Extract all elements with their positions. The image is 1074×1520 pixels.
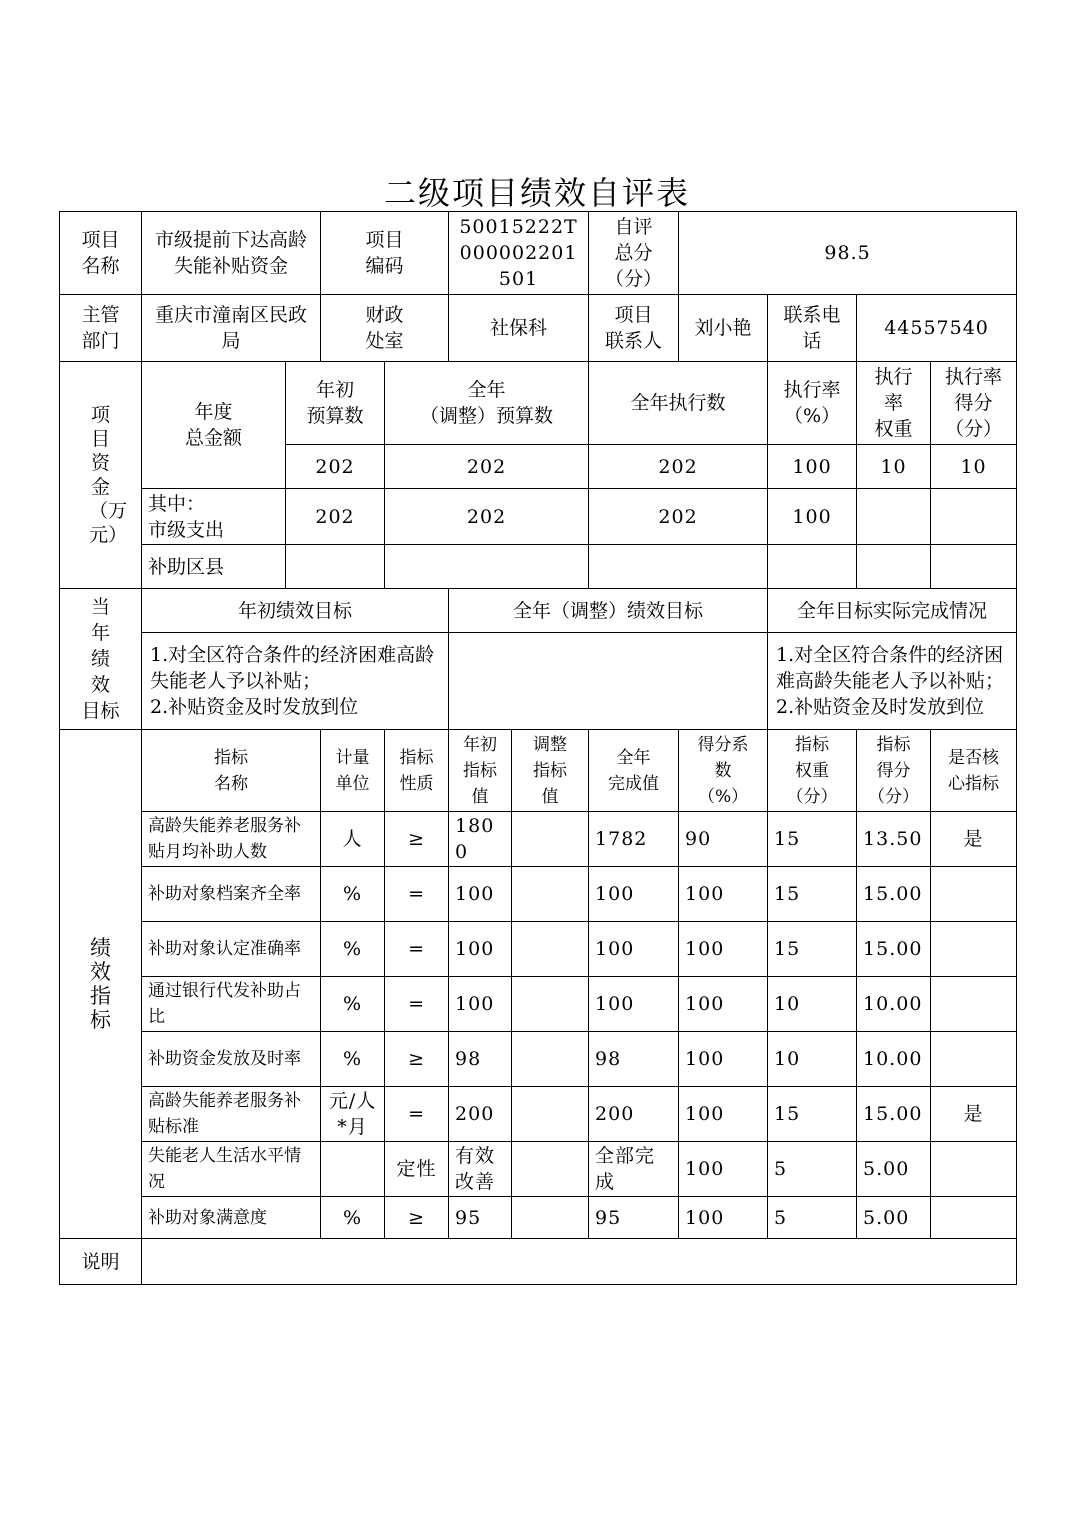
indicator-cell: 100 xyxy=(679,1142,768,1197)
indicator-cell: 1800 xyxy=(449,812,512,867)
indicator-cell xyxy=(931,977,1017,1032)
indicator-header: 是否核 心指标 xyxy=(931,730,1017,812)
project-name-label: 项目 名称 xyxy=(60,212,142,295)
goals-initial-text: 1.对全区符合条件的经济困难高龄失能老人予以补贴； 2.补贴资金及时发放到位 xyxy=(142,633,449,730)
indicator-cell: 1782 xyxy=(589,812,679,867)
funds-cell xyxy=(385,545,589,589)
goals-header-row xyxy=(60,589,1017,633)
indicator-cell: ≥ xyxy=(385,1197,449,1239)
indicator-cell: 100 xyxy=(449,922,512,977)
indicator-cell xyxy=(512,1032,589,1087)
indicator-row xyxy=(60,977,1017,1032)
indicator-cell: 人 xyxy=(321,812,385,867)
indicator-cell: 10.00 xyxy=(857,977,931,1032)
indicator-cell: ≥ xyxy=(385,812,449,867)
indicator-cell: 100 xyxy=(679,922,768,977)
indicator-cell xyxy=(512,922,589,977)
indicator-cell xyxy=(512,812,589,867)
funds-cell: 202 xyxy=(589,489,768,545)
notes-row xyxy=(60,1239,1017,1285)
indicator-cell: 100 xyxy=(449,977,512,1032)
indicator-cell: 15 xyxy=(768,922,857,977)
indicator-name: 补助资金发放及时率 xyxy=(142,1032,321,1087)
indicator-row xyxy=(60,1197,1017,1239)
contact-name: 刘小艳 xyxy=(679,295,768,362)
goals-label-line-3: 目标 xyxy=(81,700,120,722)
funds-cell xyxy=(857,489,931,545)
indicator-cell: 5 xyxy=(768,1142,857,1197)
score-label: 自评 总分 （分） xyxy=(589,212,679,295)
funds-cell: 202 xyxy=(286,445,385,489)
project-code: 50015222T000002201501 xyxy=(449,212,589,295)
indicator-row xyxy=(60,867,1017,922)
indicator-cell: 5.00 xyxy=(857,1142,931,1197)
project-name: 市级提前下达高龄失能补贴资金 xyxy=(142,212,321,295)
funds-section-label: 项目资金（万元） xyxy=(60,362,142,589)
project-code-label: 项目 编码 xyxy=(321,212,449,295)
funds-cell: 202 xyxy=(385,489,589,545)
goals-header-adjusted: 全年（调整）绩效目标 xyxy=(449,589,768,633)
indicator-cell: % xyxy=(321,867,385,922)
funds-header-score: 执行率 得分 （分） xyxy=(931,362,1017,445)
indicator-cell xyxy=(931,922,1017,977)
indicator-cell: 元/人*月 xyxy=(321,1087,385,1142)
funds-header-rate: 执行率 （%） xyxy=(768,362,857,445)
phone-label: 联系电 话 xyxy=(768,295,857,362)
indicator-cell: = xyxy=(385,922,449,977)
indicator-cell xyxy=(931,1142,1017,1197)
self-evaluation-table xyxy=(59,211,1017,1285)
indicator-cell: % xyxy=(321,977,385,1032)
goals-header-actual: 全年目标实际完成情况 xyxy=(768,589,1017,633)
indicator-cell: 100 xyxy=(589,922,679,977)
funds-cell: 10 xyxy=(931,445,1017,489)
indicator-cell: = xyxy=(385,1087,449,1142)
indicator-cell: 100 xyxy=(679,1087,768,1142)
indicator-header: 全年 完成值 xyxy=(589,730,679,812)
indicator-cell xyxy=(321,1142,385,1197)
indicator-cell xyxy=(931,1197,1017,1239)
indicator-cell: 95 xyxy=(589,1197,679,1239)
indicator-cell: 200 xyxy=(449,1087,512,1142)
indicator-cell: 有效改善 xyxy=(449,1142,512,1197)
funds-cell: 100 xyxy=(768,445,857,489)
funds-cell: 202 xyxy=(286,489,385,545)
indicator-header: 年初 指标 值 xyxy=(449,730,512,812)
indicator-row xyxy=(60,922,1017,977)
indicator-cell: 是 xyxy=(931,812,1017,867)
page-title: 二级项目绩效自评表 xyxy=(383,174,690,212)
indicator-cell: % xyxy=(321,922,385,977)
city-expense-label: 其中： 市级支出 xyxy=(142,489,286,545)
funds-cell xyxy=(589,545,768,589)
goals-content-row xyxy=(60,633,1017,730)
funds-city-row xyxy=(60,489,1017,545)
indicator-cell: 5.00 xyxy=(857,1197,931,1239)
indicator-cell xyxy=(512,867,589,922)
indicator-cell: 15.00 xyxy=(857,922,931,977)
indicator-cell: 5 xyxy=(768,1197,857,1239)
indicator-cell: 100 xyxy=(589,867,679,922)
goals-header-initial: 年初绩效目标 xyxy=(142,589,449,633)
indicator-name: 高龄失能养老服务补贴标准 xyxy=(142,1087,321,1142)
indicator-name: 失能老人生活水平情况 xyxy=(142,1142,321,1197)
funds-cell: 10 xyxy=(857,445,931,489)
indicator-cell: 定性 xyxy=(385,1142,449,1197)
indicator-row xyxy=(60,1032,1017,1087)
indicator-header: 指标 名称 xyxy=(142,730,321,812)
funds-cell xyxy=(857,545,931,589)
indicator-cell: 是 xyxy=(931,1087,1017,1142)
indicator-cell: = xyxy=(385,977,449,1032)
notes-label: 说明 xyxy=(60,1239,142,1285)
indicator-cell xyxy=(512,1142,589,1197)
indicator-cell: 100 xyxy=(679,867,768,922)
indicator-row xyxy=(60,812,1017,867)
funds-header-initial: 年初 预算数 xyxy=(286,362,385,445)
indicator-cell xyxy=(931,1032,1017,1087)
goals-actual-text: 1.对全区符合条件的经济困难高龄失能老人予以补贴； 2.补贴资金及时发放到位 xyxy=(768,633,1017,730)
indicator-cell: 95 xyxy=(449,1197,512,1239)
indicator-cell: 15.00 xyxy=(857,867,931,922)
funds-cell: 202 xyxy=(385,445,589,489)
indicator-name: 补助对象满意度 xyxy=(142,1197,321,1239)
funds-header-weight: 执行 率 权重 xyxy=(857,362,931,445)
indicator-header: 调整 指标 值 xyxy=(512,730,589,812)
indicator-header: 计量 单位 xyxy=(321,730,385,812)
total-amount-label: 年度 总金额 xyxy=(142,362,286,489)
finance-office: 社保科 xyxy=(449,295,589,362)
project-info-row xyxy=(60,212,1017,295)
indicator-cell: ≥ xyxy=(385,1032,449,1087)
indicator-name: 通过银行代发补助占比 xyxy=(142,977,321,1032)
indicator-cell: 100 xyxy=(449,867,512,922)
indicator-name: 补助对象档案齐全率 xyxy=(142,867,321,922)
funds-header-adjusted: 全年 （调整）预算数 xyxy=(385,362,589,445)
indicator-cell: % xyxy=(321,1032,385,1087)
indicator-header: 得分系 数 （%） xyxy=(679,730,768,812)
goals-label-line-1: 当年 xyxy=(90,596,130,644)
funds-cell xyxy=(286,545,385,589)
indicator-cell: 100 xyxy=(679,977,768,1032)
indicator-cell xyxy=(512,977,589,1032)
indicator-cell: 15.00 xyxy=(857,1087,931,1142)
contact-label: 项目 联系人 xyxy=(589,295,679,362)
indicator-cell: 100 xyxy=(589,977,679,1032)
notes-text xyxy=(142,1239,1017,1285)
indicator-header: 指标 得分 （分） xyxy=(857,730,931,812)
indicator-row xyxy=(60,1087,1017,1142)
indicator-cell: 100 xyxy=(679,1032,768,1087)
indicator-cell: 10 xyxy=(768,1032,857,1087)
indicator-cell: 13.50 xyxy=(857,812,931,867)
goals-adjusted-text xyxy=(449,633,768,730)
indicator-cell: 10.00 xyxy=(857,1032,931,1087)
indicator-cell: 98 xyxy=(589,1032,679,1087)
indicator-cell xyxy=(512,1197,589,1239)
indicator-header: 指标 权重 （分） xyxy=(768,730,857,812)
indicator-cell: 200 xyxy=(589,1087,679,1142)
phone-number: 44557540 xyxy=(857,295,1017,362)
indicator-cell: 90 xyxy=(679,812,768,867)
indicator-cell xyxy=(512,1087,589,1142)
indicator-cell xyxy=(931,867,1017,922)
indicator-cell: 10 xyxy=(768,977,857,1032)
funds-cell xyxy=(768,545,857,589)
indicator-header: 指标 性质 xyxy=(385,730,449,812)
indicators-header-row xyxy=(60,730,1017,812)
goals-section-label xyxy=(60,589,142,730)
funds-cell xyxy=(931,545,1017,589)
county-subsidy-label: 补助区县 xyxy=(142,545,286,589)
indicator-name: 补助对象认定准确率 xyxy=(142,922,321,977)
indicator-cell: 15 xyxy=(768,812,857,867)
indicator-cell: % xyxy=(321,1197,385,1239)
indicator-cell: 100 xyxy=(679,1197,768,1239)
indicator-cell: 全部完成 xyxy=(589,1142,679,1197)
funds-header-row xyxy=(60,362,1017,445)
funds-county-row xyxy=(60,545,1017,589)
finance-label: 财政 处室 xyxy=(321,295,449,362)
indicator-cell: 15 xyxy=(768,867,857,922)
dept-label: 主管 部门 xyxy=(60,295,142,362)
department-row xyxy=(60,295,1017,362)
funds-cell: 202 xyxy=(589,445,768,489)
indicators-section-label: 绩效指标 xyxy=(60,730,142,1239)
funds-cell xyxy=(931,489,1017,545)
self-score: 98.5 xyxy=(679,212,1017,295)
funds-cell: 100 xyxy=(768,489,857,545)
goals-label-line-2: 绩效 xyxy=(90,648,130,696)
indicator-row xyxy=(60,1142,1017,1197)
indicator-cell: 15 xyxy=(768,1087,857,1142)
indicator-cell: 98 xyxy=(449,1032,512,1087)
dept-name: 重庆市潼南区民政局 xyxy=(142,295,321,362)
indicator-name: 高龄失能养老服务补贴月均补助人数 xyxy=(142,812,321,867)
funds-header-executed: 全年执行数 xyxy=(589,362,768,445)
indicator-cell: = xyxy=(385,867,449,922)
